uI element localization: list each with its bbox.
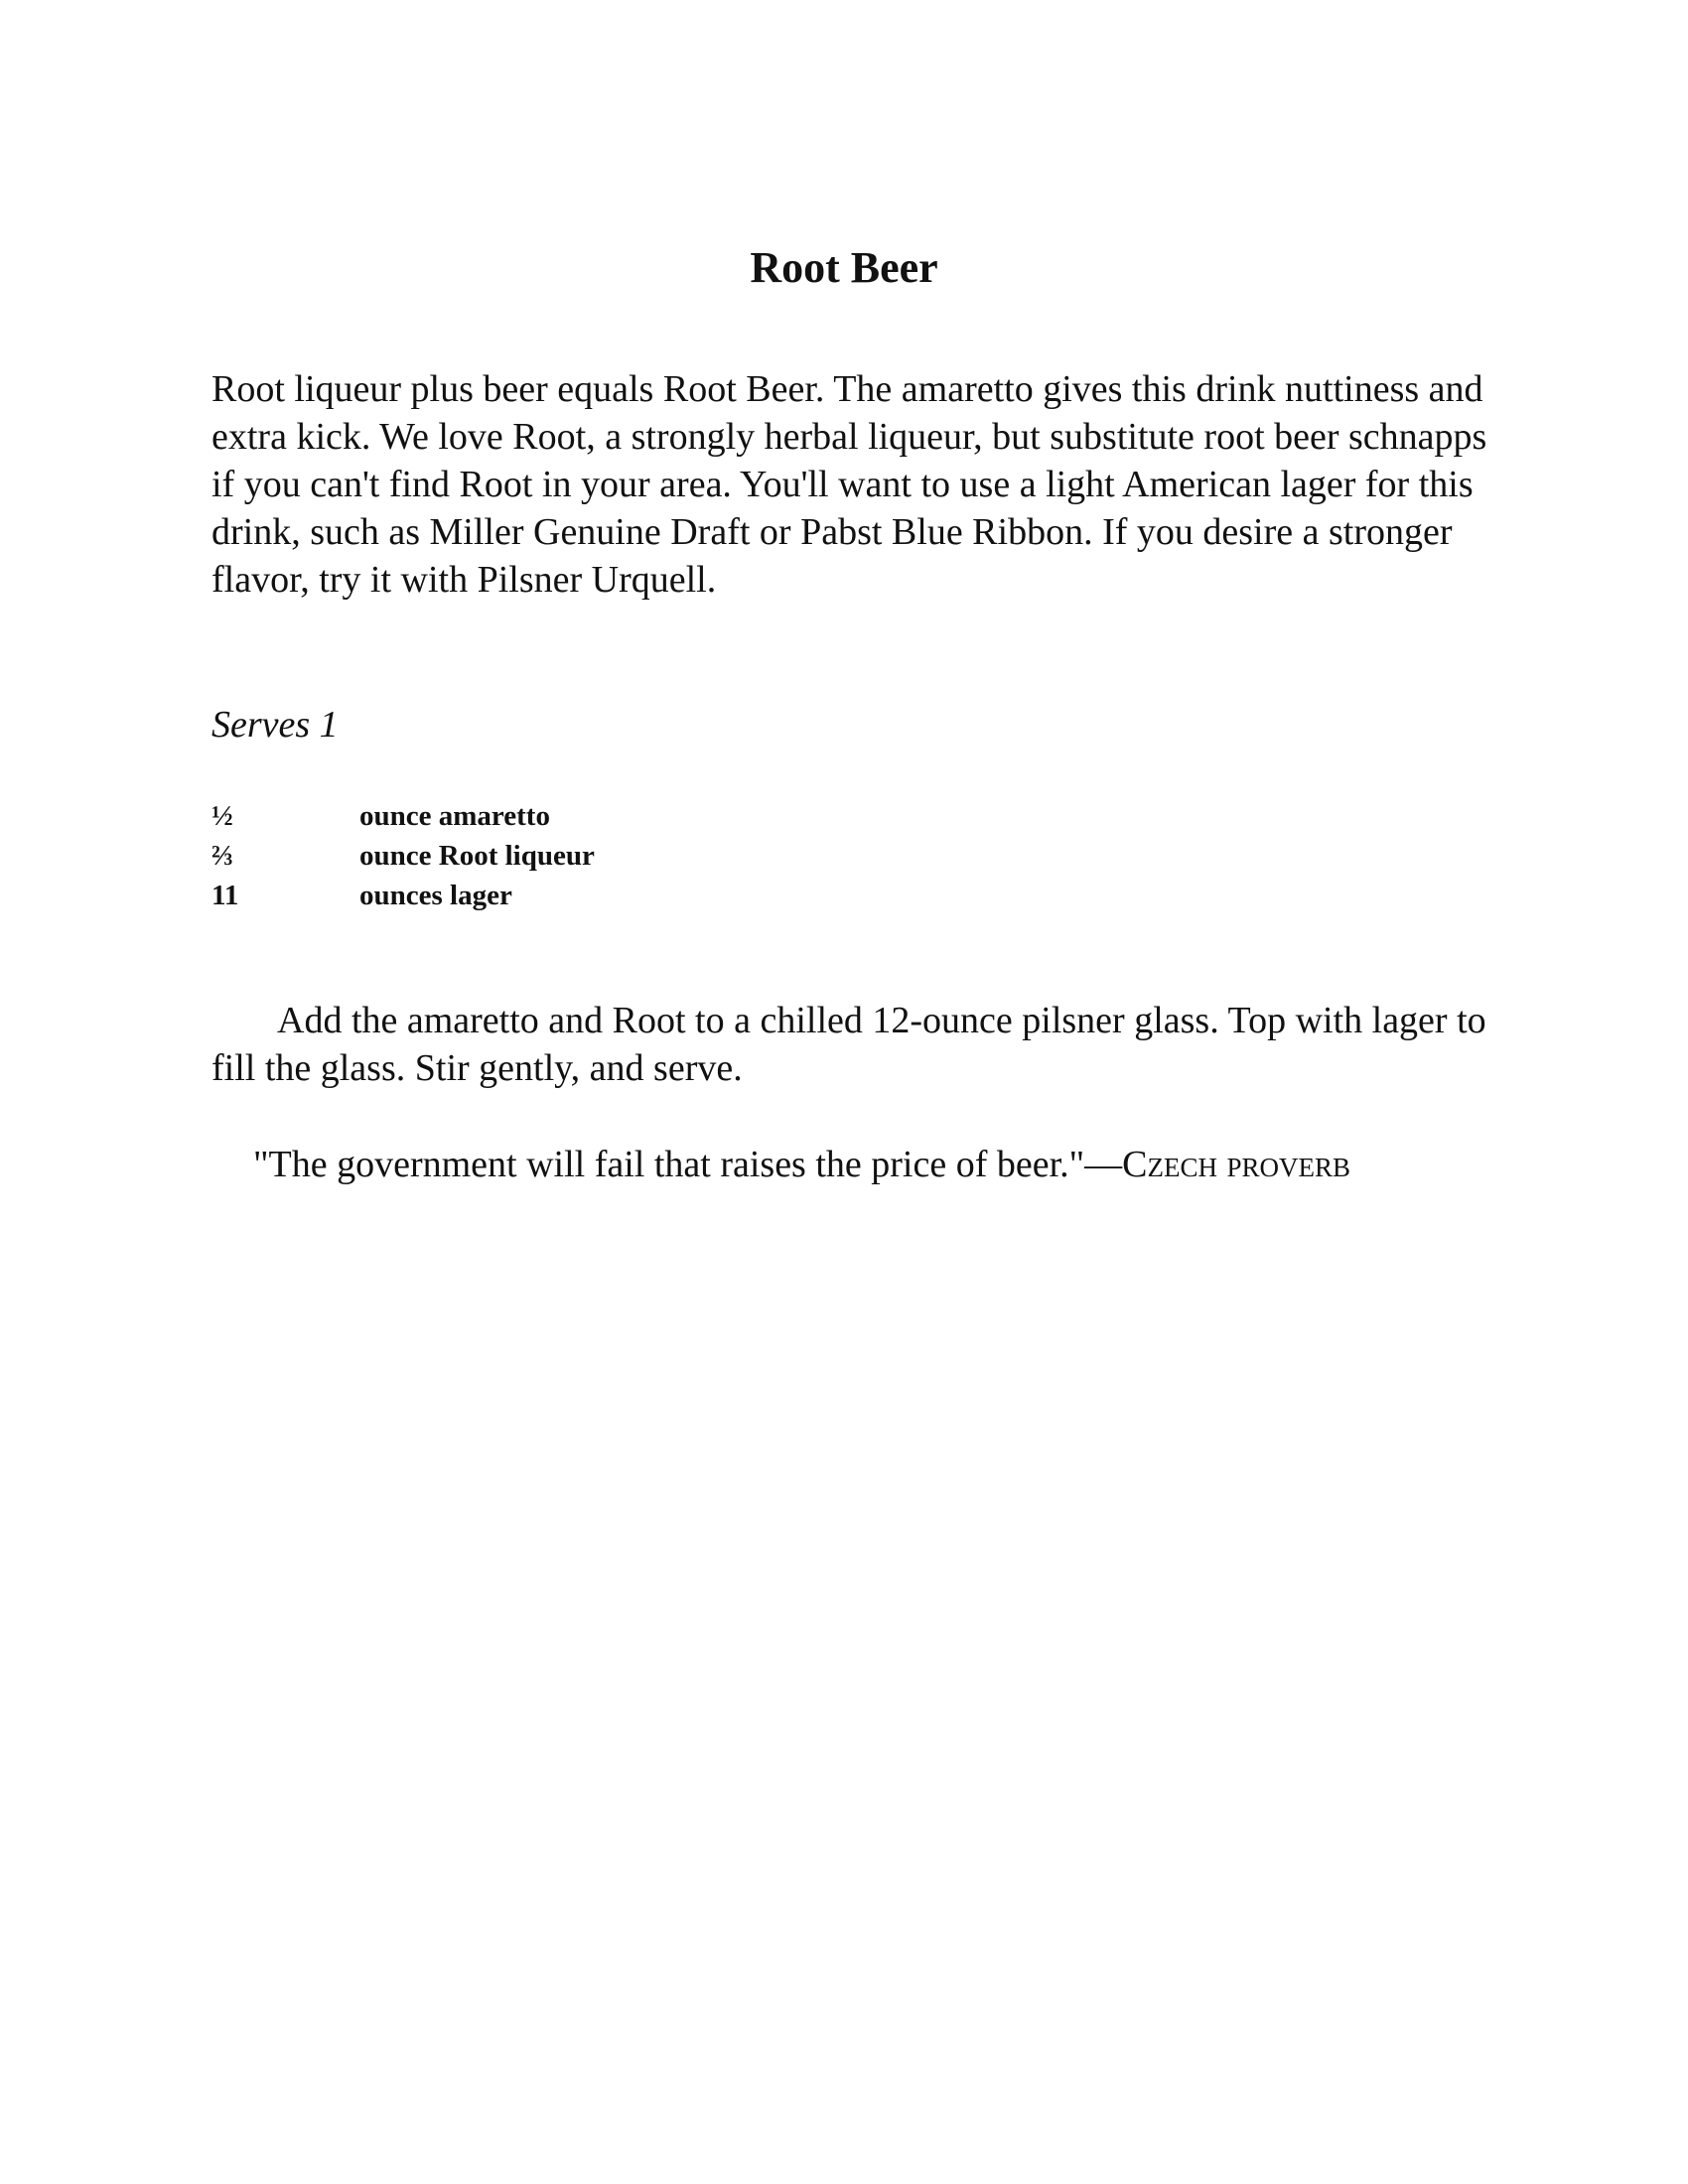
recipe-intro: Root liqueur plus beer equals Root Beer. The amaretto gives this drink nuttiness and extra kick. We love Root, a strongly herbal liqueur, but substitute root beer schnapps if you can't find Root in your area. You'll want to use a light American lager for this drink, such as Miller Genuine Draft or Pabst Blue Ribbon. If you desire a stronger flavor, try it with Pilsner Urquell. <box>211 368 1487 601</box>
quote-text: "The government will fail that raises the price of beer."— <box>253 1144 1123 1185</box>
recipe-title: Root Beer <box>750 243 938 292</box>
ingredient-list <box>211 796 907 915</box>
ingredient-row <box>211 836 907 876</box>
ingredient-row <box>211 876 907 915</box>
recipe-directions: Add the amaretto and Root to a chilled 12-ounce pilsner glass. Top with lager to fill the glass. Stir gently, and serve. <box>211 1000 1486 1089</box>
epigraph-quote <box>253 1140 1385 1189</box>
ingredient-name: ounce Root liqueur <box>359 840 595 872</box>
ingredient-row <box>211 796 907 836</box>
quote-attribution: Czech proverb <box>1122 1144 1351 1185</box>
ingredient-name: ounces lager <box>359 880 512 911</box>
ingredient-name: ounce amaretto <box>359 800 550 832</box>
ingredient-quantity: 11 <box>211 880 239 911</box>
ingredient-quantity: ⅔ <box>211 840 233 872</box>
serves-count: Serves 1 <box>211 704 339 746</box>
ingredient-quantity: ½ <box>211 800 233 832</box>
